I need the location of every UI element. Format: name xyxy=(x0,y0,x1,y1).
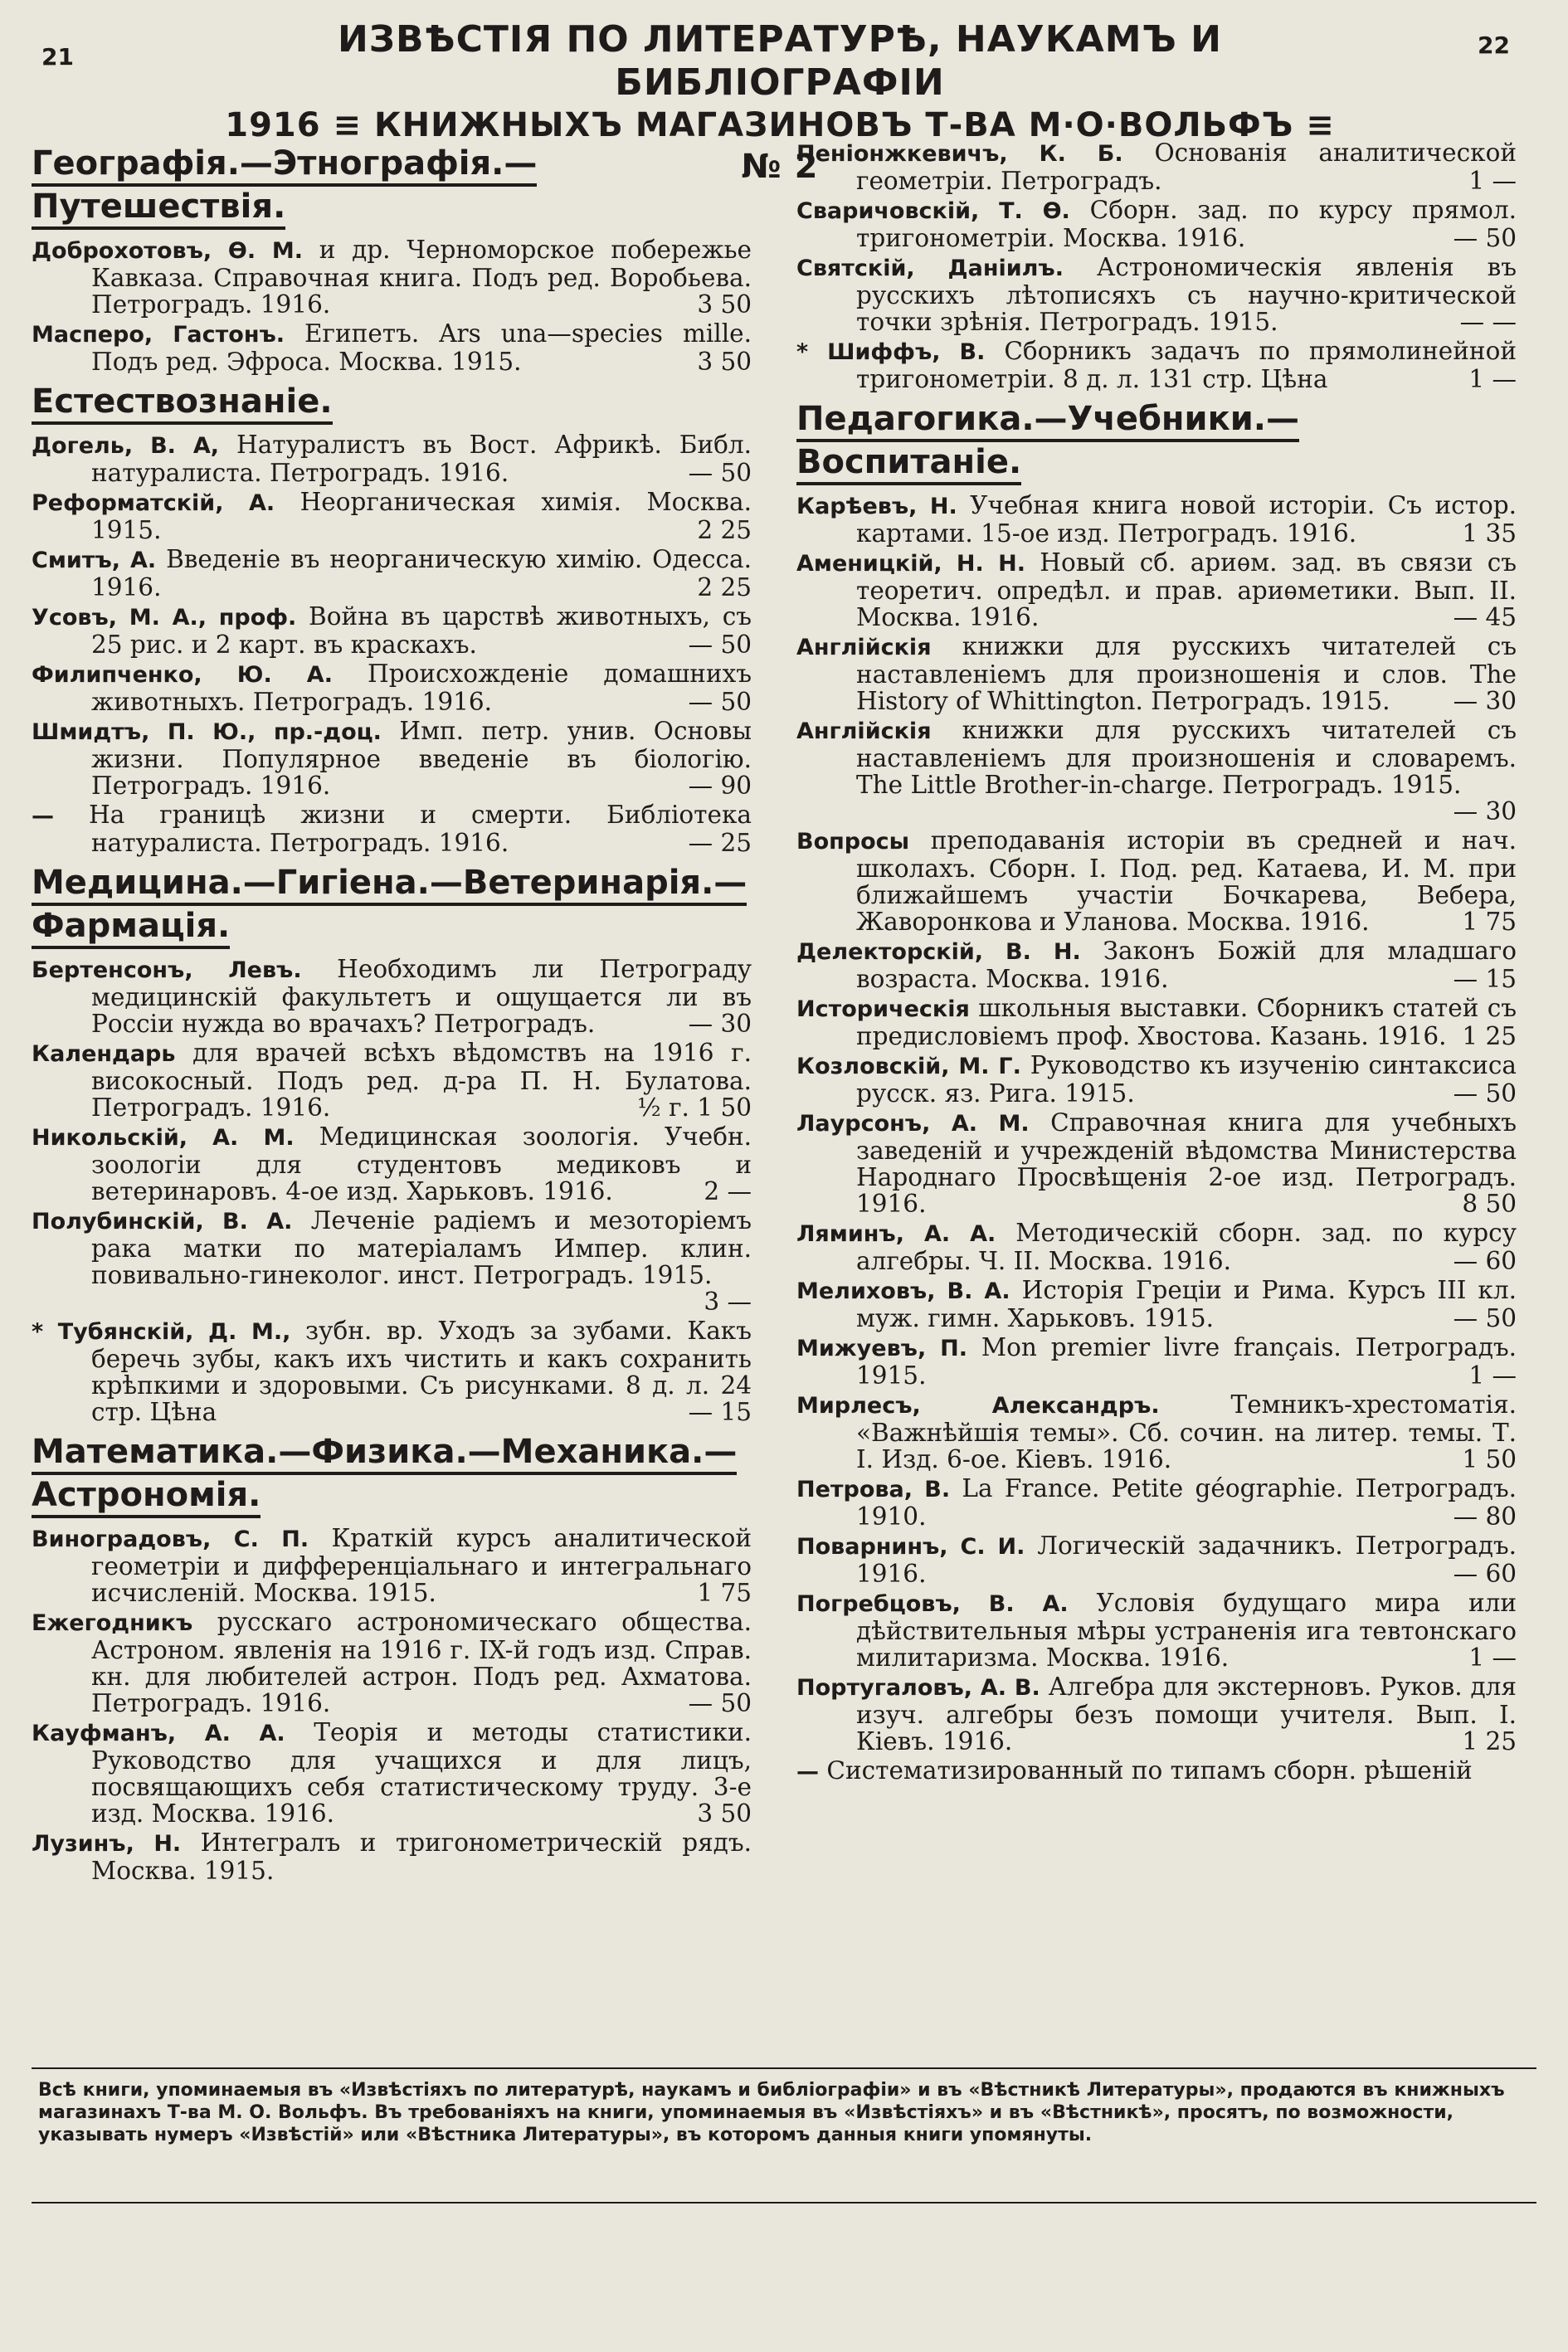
entry-author: Мирлесъ, Александръ. xyxy=(796,1393,1160,1419)
entry-author: Погребцовъ, В. А. xyxy=(796,1591,1069,1617)
entry-price: 3 50 xyxy=(697,1799,752,1828)
book-entry xyxy=(796,1673,1517,1755)
book-entry xyxy=(796,492,1517,547)
book-entry xyxy=(796,549,1517,631)
masthead-subtitle: 1916 ≡ КНИЖНЫХЪ МАГАЗИНОВЪ Т-ВА М·О·ВОЛЬФЪ ≡ № 2 xyxy=(225,106,1335,186)
book-entry xyxy=(796,1220,1517,1274)
entry-text: Теорія и методы статистики. Руководство для учащихся и для лицъ, посвящающихъ себя статистическому труду. 3-е изд. Москва. 1916. xyxy=(91,1718,752,1828)
entry-author: Догель, В. А, xyxy=(32,433,220,459)
entry-author: Карѣевъ, Н. xyxy=(796,494,957,519)
entry-text: Основанія аналитической геометріи. Петроградъ. xyxy=(856,139,1517,195)
entry-text: книжки для русскихъ читателей съ наставленіемъ для произношенія и слов. The History of Whittington. Петроградъ. 1915. xyxy=(856,632,1517,715)
entry-text: Логическій задачникъ. Петроградъ. 1916. xyxy=(856,1531,1517,1588)
entry-price: — 50 xyxy=(688,631,752,659)
entry-text: Условія будущаго мира или дѣйствительныя мѣры устраненія ига тевтонскаго милитаризма. Москва. 1916. xyxy=(856,1589,1517,1672)
book-entry xyxy=(32,320,752,375)
entry-author: * Тубянскій, Д. М., xyxy=(32,1319,291,1345)
entry-author: Филипченко, Ю. А. xyxy=(32,662,333,688)
entry-author: Ляминъ, А. А. xyxy=(796,1221,996,1247)
entry-price: — — xyxy=(1459,308,1517,336)
entry-price: 2 — xyxy=(704,1177,752,1205)
book-entry xyxy=(796,1532,1517,1587)
entry-text: Натуралистъ въ Вост. Африкѣ. Библ. натуралиста. Петроградъ. 1916. xyxy=(91,431,752,487)
entry-text: Исторія Греціи и Рима. Курсъ III кл. муж. гимн. Харьковъ. 1915. xyxy=(856,1276,1517,1332)
book-entry xyxy=(796,1475,1517,1530)
entry-price: — 50 xyxy=(1453,224,1517,252)
entry-price: — 15 xyxy=(688,1398,752,1426)
entry-price: 1 — xyxy=(1468,1643,1517,1672)
book-entry xyxy=(32,431,752,486)
entry-author: Доброхотовъ, Ѳ. М. xyxy=(32,238,303,264)
entry-price: — 50 xyxy=(688,1689,752,1717)
entry-price: 1 50 xyxy=(1462,1445,1517,1473)
book-entry xyxy=(796,633,1517,714)
book-entry xyxy=(796,1109,1517,1217)
entry-author: — xyxy=(32,803,54,829)
right-column xyxy=(796,139,1517,1788)
entry-price: — 50 xyxy=(1453,1304,1517,1332)
entry-price: 1 — xyxy=(1468,365,1517,393)
book-entry xyxy=(32,1207,752,1315)
entry-text: Сборникъ задачъ по прямолинейной тригонометріи. 8 д. л. 131 стр. Цѣна xyxy=(856,337,1517,393)
page-number-right: 22 xyxy=(1478,32,1510,59)
book-entry xyxy=(32,236,752,318)
masthead-title: ИЗВѢСТІЯ ПО ЛИТЕРАТУРѢ, НАУКАМЪ И БИБЛІОГРАФІИ xyxy=(337,18,1223,104)
book-entry xyxy=(796,254,1517,335)
entry-price: — 50 xyxy=(1453,1079,1517,1108)
book-entry xyxy=(796,995,1517,1049)
entry-author: Полубинскій, В. А. xyxy=(32,1209,293,1234)
book-entry xyxy=(796,1052,1517,1107)
entry-text: Сборн. зад. по курсу прямол. тригонометріи. Москва. 1916. xyxy=(856,196,1517,252)
entry-author: Историческія xyxy=(796,996,970,1022)
section-heading: Естествознаніе. xyxy=(32,380,752,423)
entry-text: La France. Petite géographie. Петроградъ. 1910. xyxy=(856,1474,1517,1531)
footer-rule-bottom xyxy=(32,2202,1536,2203)
book-entry xyxy=(796,717,1517,825)
entry-text: Краткій курсъ аналитической геометріи и дифференціальнаго и интегральнаго исчисленій. Москва. 1915. xyxy=(91,1524,752,1607)
entry-text: Египетъ. Ars una—species mille. Подъ ред. Эфроса. Москва. 1915. xyxy=(91,319,752,376)
entry-price: 1 35 xyxy=(1462,519,1517,548)
entry-text: Методическій сборн. зад. по курсу алгебры. Ч. II. Москва. 1916. xyxy=(856,1219,1517,1275)
book-entry xyxy=(32,801,752,856)
entry-author: Поварнинъ, С. И. xyxy=(796,1534,1025,1560)
book-entry xyxy=(32,1317,752,1425)
entry-text: Астрономическія явленія въ русскихъ лѣтописяхъ съ научно-критической точки зрѣнія. Петроградъ. 1915. xyxy=(856,253,1517,336)
book-entry xyxy=(32,718,752,799)
entry-author: Святскій, Даніилъ. xyxy=(796,256,1064,281)
entry-text: Темникъ-хрестоматія. «Важнѣйшія темы». Сб. сочин. на литер. темы. Т. I. Изд. 6-ое. Кіевъ. 1916. xyxy=(856,1390,1517,1473)
entry-price: — 30 xyxy=(1453,797,1517,825)
entry-author: Лузинъ, Н. xyxy=(32,1831,182,1857)
entry-author: Усовъ, М. А., проф. xyxy=(32,605,297,631)
entry-author: — xyxy=(796,1759,819,1785)
book-entry xyxy=(796,1590,1517,1671)
entry-author: Смитъ, А. xyxy=(32,548,157,573)
entry-text: Новый сб. ариѳм. зад. въ связи съ теоретич. опредѣл. и прав. ариѳметики. Вып. II. Москва. 1916. xyxy=(856,548,1517,631)
entry-price: — 60 xyxy=(1453,1247,1517,1275)
entry-price: 1 25 xyxy=(1462,1022,1517,1050)
entry-text: Алгебра для экстерновъ. Руков. для изуч. алгебры безъ помощи учителя. Вып. I. Кіевъ. 1916. xyxy=(856,1673,1517,1755)
entry-text: зубн. вр. Уходъ за зубами. Какъ беречь зубы, какъ ихъ чистить и какъ сохранить крѣпкими и здоровыми. Съ рисунками. 8 д. л. 24 стр. Цѣна xyxy=(91,1317,752,1426)
entry-price: — 50 xyxy=(688,459,752,487)
section-heading: Географія.—Этнографія.—Путешествія. xyxy=(32,142,752,228)
entry-author: * Шиффъ, В. xyxy=(796,339,986,365)
left-column xyxy=(32,137,752,1887)
entry-text: Систематизированный по типамъ сборн. рѣшеній xyxy=(819,1756,1473,1785)
entry-author: Кауфманъ, А. А. xyxy=(32,1721,285,1746)
entry-text: Руководство къ изученію синтаксиса русск. яз. Рига. 1915. xyxy=(856,1051,1517,1108)
entry-text: Происхожденіе домашнихъ животныхъ. Петроградъ. 1916. xyxy=(91,660,752,716)
entry-price: ½ г. 1 50 xyxy=(637,1093,752,1122)
entry-price: — 45 xyxy=(1453,603,1517,631)
entry-price: 1 25 xyxy=(1462,1727,1517,1755)
entry-text: школьныя выставки. Сборникъ статей съ предисловіемъ проф. Хвостова. Казань. 1916. xyxy=(856,994,1517,1050)
book-entry xyxy=(796,1277,1517,1332)
entry-author: Никольскій, А. М. xyxy=(32,1125,295,1151)
entry-author: Шмидтъ, П. Ю., пр.-доц. xyxy=(32,719,382,745)
entry-text: Имп. петр. унив. Основы жизни. Популярное введеніе въ біологію. Петроградъ. 1916. xyxy=(91,717,752,800)
book-entry xyxy=(32,660,752,715)
entry-author: Сваричовскій, Т. Ѳ. xyxy=(796,198,1070,224)
entry-author: Виноградовъ, С. П. xyxy=(32,1527,309,1552)
book-entry xyxy=(32,546,752,601)
entry-price: 3 — xyxy=(704,1288,752,1316)
entry-author: Мелиховъ, В. А. xyxy=(796,1278,1010,1304)
section-heading: Педагогика.—Учебники.—Воспитаніе. xyxy=(796,397,1517,484)
book-entry xyxy=(32,1040,752,1121)
entry-text: для врачей всѣхъ вѣдомствъ на 1916 г. високосный. Подъ ред. д-ра П. Н. Булатова. Петроградъ. 1916. xyxy=(91,1039,752,1122)
entry-price: 3 50 xyxy=(697,348,752,376)
entry-price: 1 — xyxy=(1468,167,1517,195)
entry-price: — 30 xyxy=(688,1010,752,1038)
entry-price: — 80 xyxy=(1453,1502,1517,1531)
book-entry xyxy=(32,1719,752,1827)
entry-text: Необходимъ ли Петрограду медицинскій факультетъ и ощущается ли въ Россіи нужда во врачахъ? Петроградъ. xyxy=(91,955,752,1038)
entry-price: 2 25 xyxy=(697,573,752,601)
section-heading: Медицина.—Гигіена.—Ветеринарія.—Фармація. xyxy=(32,861,752,947)
book-entry xyxy=(32,1525,752,1606)
entry-text: Справочная книга для учебныхъ заведеній и учрежденій вѣдомства Министерства Народнаго Просвѣщенія 2-ое изд. Петроградъ. 1916. xyxy=(856,1108,1517,1218)
entry-price: 2 25 xyxy=(697,516,752,544)
entry-author: Аменицкій, Н. Н. xyxy=(796,551,1025,577)
footer-notice: Всѣ книги, упоминаемыя въ «Извѣстіяхъ по литературѣ, наукамъ и библіографіи» и въ «Вѣстникѣ Литературы», продаются въ книжныхъ магазинахъ Т-ва М. О. Вольфъ. Въ требованіяхъ на книги, упоминаемыя въ «Извѣстіяхъ» и въ «Вѣстникѣ», просятъ, по возможности, указывать нумеръ «Извѣстій» или «Вѣстника Литературы», въ которомъ данныя книги упомянуты. xyxy=(38,2080,1505,2145)
book-entry xyxy=(796,827,1517,935)
entry-author: Реформатскій, А. xyxy=(32,490,275,516)
entry-author: Петрова, В. xyxy=(796,1477,951,1502)
entry-author: Португаловъ, А. В. xyxy=(796,1675,1040,1701)
entry-text: Интегралъ и тригонометрическій рядъ. Москва. 1915. xyxy=(91,1829,752,1885)
book-entry xyxy=(32,1123,752,1205)
entry-text: Неорганическая химія. Москва. 1915. xyxy=(91,488,752,544)
entry-text: Законъ Божій для младшаго возраста. Москва. 1916. xyxy=(856,937,1517,993)
entry-price: — 60 xyxy=(1453,1560,1517,1588)
entry-price: 1 75 xyxy=(1462,908,1517,936)
page-number-left: 21 xyxy=(41,43,74,71)
entry-text: Введеніе въ неорганическую химію. Одесса. 1916. xyxy=(91,545,752,601)
entry-text: книжки для русскихъ читателей съ наставленіемъ для произношенія и словаремъ. The Little Brother-in-charge. Петроградъ. 1915. xyxy=(856,716,1517,799)
entry-price: — 50 xyxy=(688,688,752,716)
entry-author: Делекторскій, В. Н. xyxy=(796,939,1081,965)
book-entry xyxy=(796,937,1517,992)
entry-author: Лаурсонъ, А. М. xyxy=(796,1111,1030,1137)
entry-price: — 90 xyxy=(688,772,752,800)
entry-text: Война въ царствѣ животныхъ, съ 25 рис. и 2 карт. въ краскахъ. xyxy=(91,602,752,659)
entry-price: 8 50 xyxy=(1462,1190,1517,1218)
entry-author: Пеніонжкевичъ, К. Б. xyxy=(796,141,1123,167)
book-entry xyxy=(32,1609,752,1717)
entry-text: Медицинская зоологія. Учебн. зоологіи для студентовъ медиковъ и ветеринаровъ. 4-ое изд. Харьковъ. 1916. xyxy=(91,1122,752,1205)
book-entry xyxy=(32,603,752,658)
entry-text: Леченіе радіемъ и мезоторіемъ рака матки по матеріаламъ Импер. клин. повивально-гинеколог. инст. Петроградъ. 1915. xyxy=(91,1206,752,1289)
entry-author: Мижуевъ, П. xyxy=(796,1336,967,1361)
entry-price: 1 75 xyxy=(697,1579,752,1607)
entry-author: Козловскій, М. Г. xyxy=(796,1054,1021,1079)
footer-rule xyxy=(32,2067,1536,2069)
section-heading: Математика.—Физика.—Механика.—Астрономія. xyxy=(32,1430,752,1517)
entry-text: русскаго астрономическаго общества. Астроном. явленія на 1916 г. IX-й годъ изд. Справ. кн. для любителей астрон. Подъ ред. Ахматова. Петроградъ. 1916. xyxy=(91,1608,752,1717)
book-entry xyxy=(796,197,1517,251)
entry-text: преподаванія исторіи въ средней и нач. школахъ. Сборн. I. Под. ред. Катаева, И. М. при ближайшемъ участіи Бочкарева, Вебера, Жаворонкова и Уланова. Москва. 1916. xyxy=(856,826,1517,936)
book-entry xyxy=(32,956,752,1037)
entry-author: Англійскія xyxy=(796,718,932,744)
book-entry xyxy=(796,1757,1517,1785)
book-entry xyxy=(796,338,1517,392)
book-entry xyxy=(32,489,752,543)
entry-author: Ежегодникъ xyxy=(32,1610,193,1636)
entry-text: Mon premier livre français. Петроградъ. 1915. xyxy=(856,1333,1517,1390)
entry-price: — 25 xyxy=(688,829,752,857)
entry-price: 1 — xyxy=(1468,1361,1517,1390)
book-entry xyxy=(796,1391,1517,1473)
entry-price: 3 50 xyxy=(697,290,752,319)
book-entry xyxy=(796,1334,1517,1389)
book-entry xyxy=(796,139,1517,194)
entry-author: Англійскія xyxy=(796,635,932,660)
entry-text: На границѣ жизни и смерти. Библіотека натуралиста. Петроградъ. 1916. xyxy=(54,801,752,857)
book-entry xyxy=(32,1829,752,1884)
entry-price: — 15 xyxy=(1453,965,1517,993)
entry-price: — 30 xyxy=(1453,687,1517,715)
entry-author: Вопросы xyxy=(796,829,910,855)
entry-text: Учебная книга новой исторіи. Съ истор. картами. 15-ое изд. Петроградъ. 1916. xyxy=(856,491,1517,548)
entry-author: Бертенсонъ, Левъ. xyxy=(32,957,302,983)
entry-text: и др. Черноморское побережье Кавказа. Справочная книга. Подъ ред. Воробьева. Петроградъ. 1916. xyxy=(91,236,752,319)
entry-author: Масперо, Гастонъ. xyxy=(32,322,285,348)
entry-author: Календарь xyxy=(32,1041,176,1067)
